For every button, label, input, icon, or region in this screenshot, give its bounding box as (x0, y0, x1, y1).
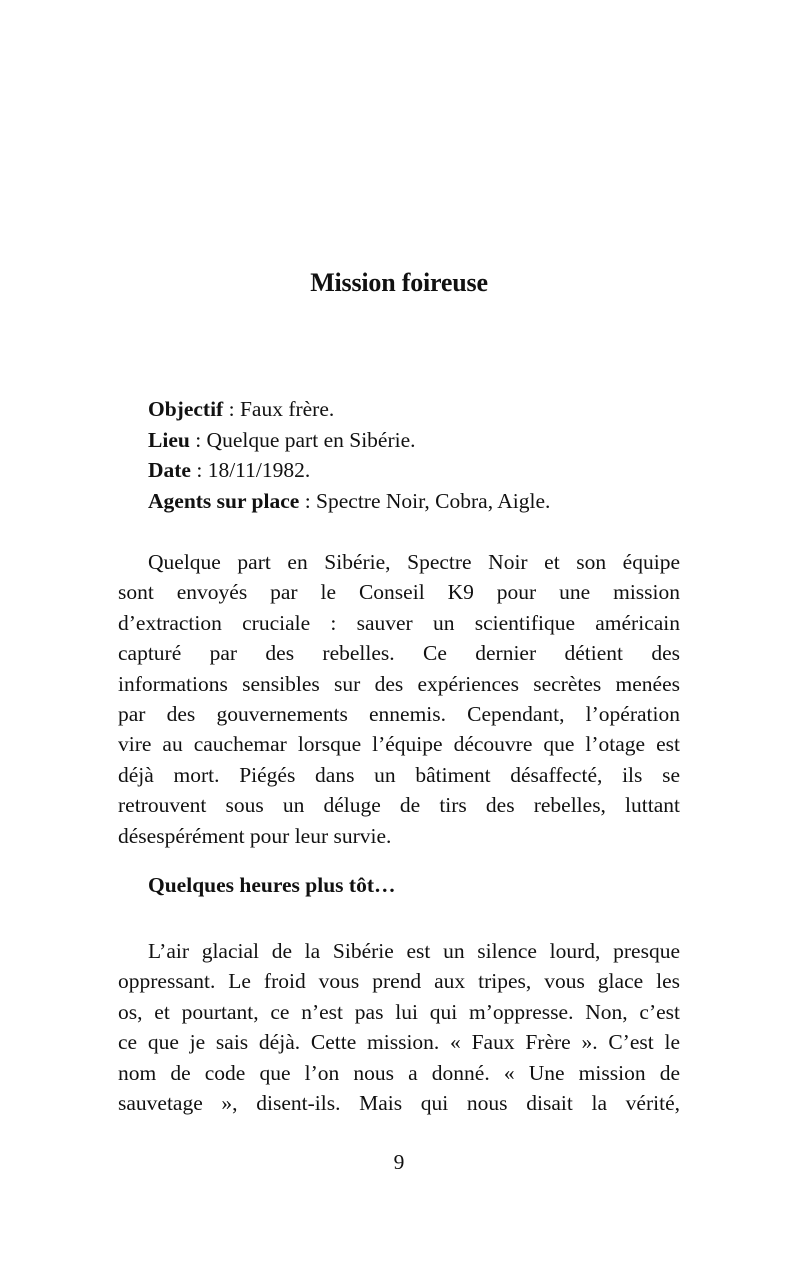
place-value: : Quelque part en Sibérie. (189, 427, 416, 452)
text-line: désespérément pour leur survie. (118, 823, 392, 848)
text-line: sont envoyés par le Conseil K9 pour une mission (118, 580, 680, 605)
text-line: vire au cauchemar lorsque l’équipe découvre que l’otage est (118, 732, 680, 757)
agents-line (148, 486, 708, 517)
text-line: L’air glacial de la Sibérie est un silence lourd, presque (148, 939, 680, 963)
mission-briefing (148, 394, 708, 516)
text-line: informations sensibles sur des expériences secrètes menées (118, 671, 680, 696)
text-line: nom de code que l’on nous a donné. « Une mission de (118, 1060, 680, 1085)
objective-label: Objectif (148, 397, 224, 421)
text-line: d’extraction cruciale : sauver un scientifique américain (118, 610, 680, 635)
text-line: par des gouvernements ennemis. Cependant, l’opération (118, 702, 680, 727)
text-line: oppressant. Le froid vous prend aux tripes, vous glace les (118, 969, 680, 994)
date-line (148, 455, 708, 486)
summary-paragraph (118, 547, 680, 851)
text-line: capturé par des rebelles. Ce dernier détient des (118, 641, 680, 666)
objective-line (148, 394, 708, 425)
place-line (148, 425, 708, 456)
date-value: : 18/11/1982. (190, 458, 311, 482)
chapter-title: Mission foireuse (310, 268, 488, 297)
text-line: ce que je sais déjà. Cette mission. « Faux Frère ». C’est le (118, 1030, 680, 1055)
text-line: sauvetage », disent-ils. Mais qui nous disait la vérité, (118, 1091, 680, 1116)
date-label: Date (148, 458, 191, 482)
objective-value: : Faux frère. (223, 397, 335, 421)
story-paragraph (118, 936, 680, 1118)
page-number: 9 (393, 1150, 405, 1174)
agents-value: : Spectre Noir, Cobra, Aigle. (299, 488, 551, 513)
text-line: os, et pourtant, ce n’est pas lui qui m’oppresse. Non, c’est (118, 999, 680, 1024)
text-line: Quelque part en Sibérie, Spectre Noir et son équipe (148, 550, 680, 574)
text-line: retrouvent sous un déluge de tirs des rebelles, luttant (118, 793, 680, 818)
agents-label: Agents sur place (148, 488, 300, 513)
place-label: Lieu (148, 427, 190, 452)
section-heading: Quelques heures plus tôt… (148, 873, 396, 897)
text-line: déjà mort. Piégés dans un bâtiment désaffecté, ils se (118, 762, 680, 787)
